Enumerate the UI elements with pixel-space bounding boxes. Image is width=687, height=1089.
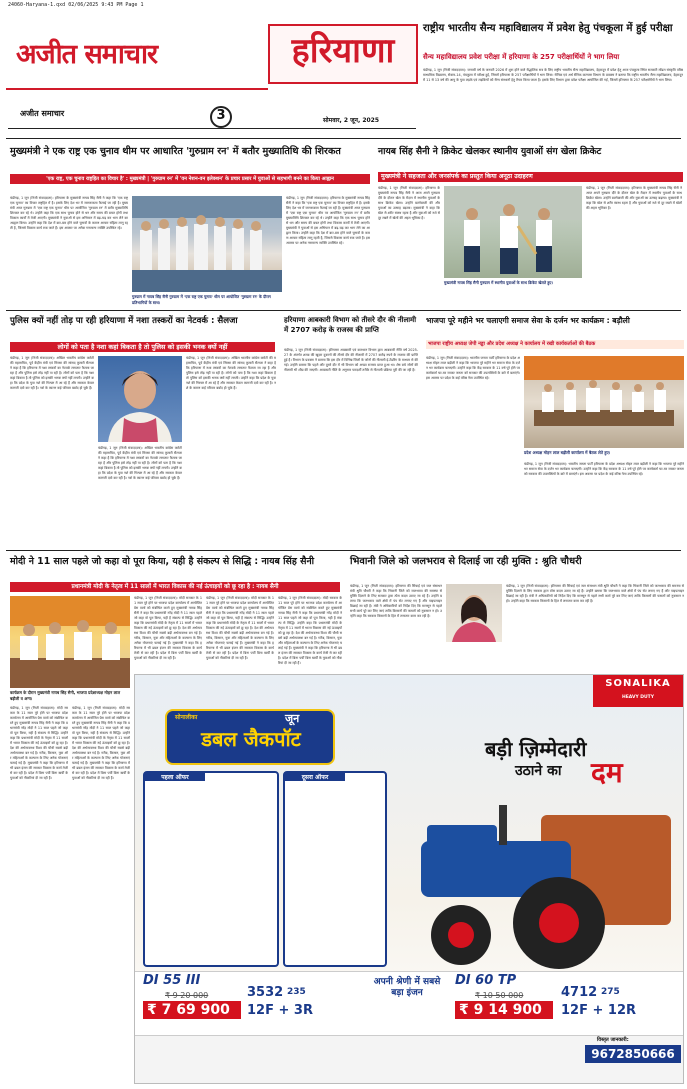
excise-headline: हरियाणा आबकारी विभाग को तीसरे दौर की नीलामी में 2707 करोड़ के राजस्व की प्राप्ति — [284, 316, 417, 334]
cricket-headline: नायब सिंह सैनी ने क्रिकेट खेलकर स्थानीय युवाओं संग खेला क्रिकेट — [378, 146, 602, 157]
cm-top-rule — [6, 138, 681, 139]
ad-model-1-cc: 3532 — [247, 985, 284, 1000]
cricket-body-right: चंडीगढ़, 1 जून (निजी संवाददाता): हरियाणा के मुख्यमंत्री नायब सिंह सैनी ने आज अपने गुरुग्राम दौरे के दौरान खेल के मैदान में स्थानीय युवाओं के साथ क्रिकेट खेला। उन्होंने बल्लेबाजी की और युवाओं का उत्साह बढ़ाया। मुख्यमंत्री ने कहा कि खेल से शरीर स्वस्थ रहता है और युवाओं को नशे से दूर रखने में खेलों की अहम भूमिका है। — [586, 186, 682, 210]
page-number: 3 — [216, 108, 226, 123]
masthead-left-tag: अजीत समाचार — [20, 109, 65, 118]
ad-model-2-gear: 12F + 12R — [561, 1003, 637, 1018]
cm-photo-art — [132, 196, 282, 292]
slug-line: 24060-Haryana-1.qxd 02/06/2025 9:43 PM Page 1 — [8, 2, 144, 8]
badoli-subheadline: भाजपा राष्ट्रीय अध्यक्ष जेपी नड्डा और प्रदेश अध्यक्ष ने कार्यालय में रखी कार्यकर्ताओं की बैठक — [426, 340, 684, 349]
ad-title-small: सोनालीका — [175, 714, 198, 721]
sonalika-ad[interactable] — [134, 674, 684, 1084]
selja-subheadline: लोगों को पता है नशा कहां बिकता है तो पुलिस को इसकी भनक क्यों नहीं — [10, 342, 275, 352]
ad-model-2-was: ₹ 10 50 000 — [475, 991, 524, 1000]
badoli-body-left: चंडीगढ़, 1 जून (निजी संवाददाता): भारतीय जनता पार्टी हरियाणा के प्रदेश अध्यक्ष मोहन लाल बड़ौली ने कहा कि भाजपा पूरे महीने भर समाज सेवा के दर्जन भर कार्यक्रम चलाएगी। उन्होंने कहा कि केंद्र सरकार के 11 वर्ष पूरे होने पर कार्यकर्ता घर-घर जाकर जनता को सरकार की उपलब्धियों के बारे में बताएंगे। इस अवसर पर प्रदेश के कई वरिष्ठ नेता उपस्थित रहे। — [426, 356, 520, 380]
bhiwani-headline: भिवानी जिले को जलभराव से दिलाई जा रही मुक्ति : श्रुति चौधरी — [350, 556, 582, 567]
badoli-photo-caption: प्रदेश अध्यक्ष मोहन लाल बड़ौली कार्यालय में बैठक लेते हुए। — [524, 450, 611, 455]
ad-contact-label: विस्तृत जानकारी: — [597, 1037, 629, 1043]
selja-body-mid: चंडीगढ़, 1 जून (निजी संवाददाता): अखिल भारतीय कांग्रेस कमेटी की महासचिव, पूर्व केंद्रीय मंत्री एवं सिरसा की सांसद कुमारी सैलजा ने कहा है कि हरियाणा में नशा तस्करों का नेटवर्क लगातार फैलता जा रहा है और पुलिस इसे तोड़ नहीं पा रही है। लोगों को पता है कि नशा कहां बिकता है तो पुलिस को इसकी भनक क्यों नहीं लगती। उन्होंने कहा कि प्रदेश के युवा नशे की गिरफ्त में आ रहे हैं और सरकार केवल कागजी दावे कर रही है। नशे के कारण कई परिवार बर्बाद हो चुके हैं। — [98, 446, 182, 480]
ad-tagline-1: बड़ी ज़िम्मेदारी — [485, 737, 587, 761]
row2-rule — [6, 310, 681, 311]
cm-photo — [132, 196, 282, 292]
selja-body-right: चंडीगढ़, 1 जून (निजी संवाददाता): अखिल भारतीय कांग्रेस कमेटी की महासचिव, पूर्व केंद्रीय मंत्री एवं सिरसा की सांसद कुमारी सैलजा ने कहा है कि हरियाणा में नशा तस्करों का नेटवर्क लगातार फैलता जा रहा है और पुलिस इसे तोड़ नहीं पा रही है। लोगों को पता है कि नशा कहां बिकता है तो पुलिस को इसकी भनक क्यों नहीं लगती। उन्होंने कहा कि प्रदेश के युवा नशे की गिरफ्त में आ रहे हैं और सरकार केवल कागजी दावे कर रही है। नशे के कारण कई परिवार बर्बाद हो चुके हैं। — [186, 356, 276, 390]
cm-headline: मुख्यमंत्री ने एक राष्ट्र एक चुनाव थीम पर आधारित 'गुरुग्राम रन' में बतौर मुख्यातिथि की शिरकत — [10, 146, 341, 157]
badoli-body-right: चंडीगढ़, 1 जून (निजी संवाददाता): भारतीय जनता पार्टी हरियाणा के प्रदेश अध्यक्ष मोहन लाल बड़ौली ने कहा कि भाजपा पूरे महीने भर समाज सेवा के दर्जन भर कार्यक्रम चलाएगी। उन्होंने कहा कि केंद्र सरकार के 11 वर्ष पूरे होने पर कार्यकर्ता घर-घर जाकर जनता को सरकार की उपलब्धियों के बारे में बताएंगे। इस अवसर पर प्रदेश के कई वरिष्ठ नेता उपस्थित रहे। — [524, 462, 684, 476]
ad-tagline-2: उठाने का — [515, 763, 562, 779]
row3-rule — [6, 550, 681, 551]
saini-body-3: चंडीगढ़, 1 जून (निजी संवाददाता): मोदी सरकार के 11 साल पूरे होने पर भाजपा प्रदेश कार्यालय में आयोजित प्रेस वार्ता को संबोधित करते हुए मुख्यमंत्री नायब सिंह सैनी ने कहा कि प्रधानमंत्री नरेंद्र मोदी ने 11 साल पहले जो कहा वो पूरा किया, यही है संकल्प से सिद्धि। उन्होंने कहा कि प्रधानमंत्री मोदी के नेतृत्व में 11 सालों में भारत विकास की नई ऊंचाइयों को छू रहा है। देश की अर्थव्यवस्था विश्व की चौथी सबसे बड़ी अर्थव्यवस्था बन गई है। गरीब, किसान, युवा और महिलाओं के कल्याण के लिए अनेक योजनाएं चलाई गई हैं। मुख्यमंत्री ने कहा कि हरियाणा में भी डबल इंजन की सरकार विकास के कार्य तेजी से कर रही है। प्रदेश में बिना पर्ची बिना खर्ची के युवाओं को नौकरियां दी जा रही हैं। — [134, 596, 202, 660]
ad-offer-1-box — [143, 771, 279, 967]
cm-body-right: चंडीगढ़, 1 जून (निजी संवाददाता): हरियाणा के मुख्यमंत्री नायब सिंह सैनी ने कहा कि 'एक राष्ट्र एक चुनाव' का विचार राष्ट्रहित में है। इसके लिए देश भर में जागरूकता फैलाई जा रही है। मुख्यमंत्री आज गुरुग्राम में 'एक राष्ट्र एक चुनाव' थीम पर आयोजित 'गुरुग्राम रन' में बतौर मुख्यातिथि शिरकत कर रहे थे। उन्होंने कहा कि एक साथ चुनाव होने से धन और समय की बचत होगी तथा विकास कार्यों में तेजी आएगी। मुख्यमंत्री ने युवाओं से इस अभियान में बढ़-चढ़ कर भाग लेने का आह्वान किया। उन्होंने कहा कि देश में बार-बार होने वाले चुनावों के कारण आचार संहिता लागू रहती है, जिससे विकास कार्य रुक जाते हैं। इस अवसर पर अनेक गणमान्य व्यक्ति उपस्थित रहे। — [286, 196, 370, 245]
masthead-rule — [8, 128, 416, 129]
selja-photo — [98, 356, 182, 442]
cm-body-left: चंडीगढ़, 1 जून (निजी संवाददाता): हरियाणा के मुख्यमंत्री नायब सिंह सैनी ने कहा कि 'एक राष्ट्र एक चुनाव' का विचार राष्ट्रहित में है। इसके लिए देश भर में जागरूकता फैलाई जा रही है। मुख्यमंत्री आज गुरुग्राम में 'एक राष्ट्र एक चुनाव' थीम पर आयोजित 'गुरुग्राम रन' में बतौर मुख्यातिथि शिरकत कर रहे थे। उन्होंने कहा कि एक साथ चुनाव होने से धन और समय की बचत होगी तथा विकास कार्यों में तेजी आएगी। मुख्यमंत्री ने युवाओं से इस अभियान में बढ़-चढ़ कर भाग लेने का आह्वान किया। उन्होंने कहा कि देश में बार-बार होने वाले चुनावों के कारण आचार संहिता लागू रहती है, जिससे विकास कार्य रुक जाते हैं। इस अवसर पर अनेक गणमान्य व्यक्ति उपस्थित रहे। — [10, 196, 128, 230]
saini-body-2: चंडीगढ़, 1 जून (निजी संवाददाता): मोदी सरकार के 11 साल पूरे होने पर भाजपा प्रदेश कार्यालय में आयोजित प्रेस वार्ता को संबोधित करते हुए मुख्यमंत्री नायब सिंह सैनी ने कहा कि प्रधानमंत्री नरेंद्र मोदी ने 11 साल पहले जो कहा वो पूरा किया, यही है संकल्प से सिद्धि। उन्होंने कहा कि प्रधानमंत्री मोदी के नेतृत्व में 11 सालों में भारत विकास की नई ऊंचाइयों को छू रहा है। देश की अर्थव्यवस्था विश्व की चौथी सबसे बड़ी अर्थव्यवस्था बन गई है। गरीब, किसान, युवा और महिलाओं के कल्याण के लिए अनेक योजनाएं चलाई गई हैं। मुख्यमंत्री ने कहा कि हरियाणा में भी डबल इंजन की सरकार विकास के कार्य तेजी से कर रही है। प्रदेश में बिना पर्ची बिना खर्ची के युवाओं को नौकरियां दी जा रही हैं। — [72, 706, 130, 780]
ad-contact[interactable]: 9672850666 — [585, 1045, 681, 1063]
badoli-photo-art — [524, 356, 684, 448]
masthead — [6, 22, 416, 118]
cricket-body-left: चंडीगढ़, 1 जून (निजी संवाददाता): हरियाणा के मुख्यमंत्री नायब सिंह सैनी ने आज अपने गुरुग्राम दौरे के दौरान खेल के मैदान में स्थानीय युवाओं के साथ क्रिकेट खेला। उन्होंने बल्लेबाजी की और युवाओं का उत्साह बढ़ाया। मुख्यमंत्री ने कहा कि खेल से शरीर स्वस्थ रहता है और युवाओं को नशे से दूर रखने में खेलों की अहम भूमिका है। — [378, 186, 440, 220]
ad-tagline-3: दम — [591, 756, 623, 789]
saini-photo — [10, 596, 130, 688]
selja-photo-art — [98, 356, 182, 442]
ad-model-1-nm: 235 — [287, 987, 306, 997]
ad-model-2-price: ₹ 9 14 900 — [455, 1001, 553, 1019]
cm-subheadline: 'एक राष्ट्र, एक चुनाव राष्ट्रहित का विचार है' : मुख्यमंत्री | 'गुरुग्राम रन' में 'वन नेशन-वन इलेक्शन' के प्रचार प्रसार में युवाओं से सहभागी बनने का किया आह्वान — [10, 174, 370, 184]
ad-brand: SONALIKA — [605, 678, 671, 689]
top-body: चंडीगढ़, 1 जून (निजी संवाददाता): जनवरी वर्ष के जनवरी 2026 में शुरू होने वाले सैद्धांतिक सत्र के लिए राष्ट्रीय भारतीय सैन्य महाविद्यालय, देहरादून में प्रवेश हेतु आज पंचकूला स्थित सरकारी मॉडल संस्कृति वरिष्ठ माध्यमिक विद्यालय, सेक्टर-14, पंचकूला में परीक्षा हुई, जिसमें हरियाणा के 257 परीक्षार्थियों ने भाग लिया। सैनिक एवं अर्ध सैनिक कल्याण विभाग के प्रवक्ता ने बताया कि राष्ट्रीय भारतीय सैन्य महाविद्यालय, देहरादून में 11 से 13 वर्ष की आयु के युवा लड़के एवं लड़कियों को सैन्य संस्थानों हेतु तैयार किया जाता है। इसके लिए विभाग द्वारा प्रवेश परीक्षा आयोजित की गई, जिसमें हरियाणा के 257 परीक्षार्थियों ने भाग लिया। — [423, 68, 683, 82]
ad-offer-2-label: दूसरा ऑफर — [285, 773, 345, 781]
ad-model-1: DI 55 III — [143, 973, 201, 988]
cricket-subheadline: मुख्यमंत्री ने सहजता और जनसंपर्क का प्रस्तुत किया अनूठा उदाहरण — [378, 172, 683, 182]
ad-brand-tag: HEAVY DUTY — [621, 695, 655, 700]
ad-model-2: DI 60 TP — [455, 973, 517, 988]
saini-headline: मोदी ने 11 साल पहले जो कहा वो पूरा किया, यही है संकल्प से सिद्धि : नायब सिंह सैनी — [10, 556, 315, 567]
ad-model-2-cc: 4712 — [561, 985, 598, 1000]
saini-body-1: चंडीगढ़, 1 जून (निजी संवाददाता): मोदी सरकार के 11 साल पूरे होने पर भाजपा प्रदेश कार्यालय में आयोजित प्रेस वार्ता को संबोधित करते हुए मुख्यमंत्री नायब सिंह सैनी ने कहा कि प्रधानमंत्री नरेंद्र मोदी ने 11 साल पहले जो कहा वो पूरा किया, यही है संकल्प से सिद्धि। उन्होंने कहा कि प्रधानमंत्री मोदी के नेतृत्व में 11 सालों में भारत विकास की नई ऊंचाइयों को छू रहा है। देश की अर्थव्यवस्था विश्व की चौथी सबसे बड़ी अर्थव्यवस्था बन गई है। गरीब, किसान, युवा और महिलाओं के कल्याण के लिए अनेक योजनाएं चलाई गई हैं। मुख्यमंत्री ने कहा कि हरियाणा में भी डबल इंजन की सरकार विकास के कार्य तेजी से कर रही है। प्रदेश में बिना पर्ची बिना खर्ची के युवाओं को नौकरियां दी जा रही हैं। — [10, 706, 68, 780]
ad-model-1-gear: 12F + 3R — [247, 1003, 313, 1018]
top-subheadline: सैन्य महाविद्यालय प्रवेश परीक्षा में हरियाणा के 257 परीक्षार्थियों ने भाग लिया — [423, 53, 620, 61]
bhiwani-body-1: चंडीगढ़, 1 जून (निजी संवाददाता): हरियाणा की सिंचाई एवं जल संसाधन मंत्री श्रुति चौधरी ने कहा कि भिवानी जिले को जलभराव की समस्या से मुक्ति दिलाने के लिए सरकार द्वारा ठोस कदम उठाए जा रहे हैं। उन्होंने बताया कि जलभराव वाले क्षेत्रों में पंप सेट लगाए गए हैं और पाइपलाइन बिछाई जा रही है। मंत्री ने अधिकारियों को निर्देश दिए कि मानसून से पहले सभी कार्य पूरे कर लिए जाएं ताकि किसानों की फसलों को नुकसान न हो। उन्होंने कहा कि सरकार किसानों के हित में लगातार काम कर रही है। — [350, 584, 442, 618]
ad-title-month: जून — [285, 712, 300, 725]
selja-body-left: चंडीगढ़, 1 जून (निजी संवाददाता): अखिल भारतीय कांग्रेस कमेटी की महासचिव, पूर्व केंद्रीय मंत्री एवं सिरसा की सांसद कुमारी सैलजा ने कहा है कि हरियाणा में नशा तस्करों का नेटवर्क लगातार फैलता जा रहा है और पुलिस इसे तोड़ नहीं पा रही है। लोगों को पता है कि नशा कहां बिकता है तो पुलिस को इसकी भनक क्यों नहीं लगती। उन्होंने कहा कि प्रदेश के युवा नशे की गिरफ्त में आ रहे हैं और सरकार केवल कागजी दावे कर रही है। नशे के कारण कई परिवार बर्बाद हो चुके हैं। — [10, 356, 94, 390]
masthead-name: अजीत समाचार — [16, 39, 158, 70]
ad-title: डबल जैकपॉट — [201, 727, 301, 751]
cricket-photo — [444, 186, 582, 278]
badoli-headline: भाजपा पूरे महीने भर चलाएगी समाज सेवा के दर्जन भर कार्यक्रम : बड़ौली — [426, 316, 630, 325]
ad-model-1-was: ₹ 9 20 000 — [165, 991, 209, 1000]
cm-photo-caption: गुरुग्राम में नायब सिंह सैनी गुरुग्राम में 'एक राष्ट्र एक चुनाव' थीम पर आयोजित 'गुरुग्राम रन' के दौरान प्रतिभागियों के साथ। — [132, 294, 271, 305]
saini-body-4: चंडीगढ़, 1 जून (निजी संवाददाता): मोदी सरकार के 11 साल पूरे होने पर भाजपा प्रदेश कार्यालय में आयोजित प्रेस वार्ता को संबोधित करते हुए मुख्यमंत्री नायब सिंह सैनी ने कहा कि प्रधानमंत्री नरेंद्र मोदी ने 11 साल पहले जो कहा वो पूरा किया, यही है संकल्प से सिद्धि। उन्होंने कहा कि प्रधानमंत्री मोदी के नेतृत्व में 11 सालों में भारत विकास की नई ऊंचाइयों को छू रहा है। देश की अर्थव्यवस्था विश्व की चौथी सबसे बड़ी अर्थव्यवस्था बन गई है। गरीब, किसान, युवा और महिलाओं के कल्याण के लिए अनेक योजनाएं चलाई गई हैं। मुख्यमंत्री ने कहा कि हरियाणा में भी डबल इंजन की सरकार विकास के कार्य तेजी से कर रही है। प्रदेश में बिना पर्ची बिना खर्ची के युवाओं को नौकरियां दी जा रही हैं। — [206, 596, 274, 660]
ad-model-2-nm: 275 — [601, 987, 620, 997]
masthead-date: सोमवार, 2 जून, 2025 — [323, 117, 380, 124]
ad-model-1-price: ₹ 7 69 900 — [143, 1001, 241, 1019]
bhiwani-photo-art — [446, 584, 502, 642]
masthead-underline — [6, 88, 268, 90]
badoli-photo — [524, 356, 684, 448]
masthead-edition: हरियाणा — [291, 31, 395, 71]
saini-body-5: चंडीगढ़, 1 जून (निजी संवाददाता): मोदी सरकार के 11 साल पूरे होने पर भाजपा प्रदेश कार्यालय में आयोजित प्रेस वार्ता को संबोधित करते हुए मुख्यमंत्री नायब सिंह सैनी ने कहा कि प्रधानमंत्री नरेंद्र मोदी ने 11 साल पहले जो कहा वो पूरा किया, यही है संकल्प से सिद्धि। उन्होंने कहा कि प्रधानमंत्री मोदी के नेतृत्व में 11 सालों में भारत विकास की नई ऊंचाइयों को छू रहा है। देश की अर्थव्यवस्था विश्व की चौथी सबसे बड़ी अर्थव्यवस्था बन गई है। गरीब, किसान, युवा और महिलाओं के कल्याण के लिए अनेक योजनाएं चलाई गई हैं। मुख्यमंत्री ने कहा कि हरियाणा में भी डबल इंजन की सरकार विकास के कार्य तेजी से कर रही है। प्रदेश में बिना पर्ची बिना खर्ची के युवाओं को नौकरियां दी जा रही हैं। — [278, 596, 342, 665]
top-headline: राष्ट्रीय भारतीय सैन्य महाविद्यालय में प्रवेश हेतु पंचकूला में हुई परीक्षा — [423, 23, 673, 34]
ad-offer-2-box — [283, 771, 387, 967]
cricket-photo-art — [444, 186, 582, 278]
saini-photo-caption: कार्यक्रम के दौरान मुख्यमंत्री नायब सिंह सैनी, भाजपा प्रदेशाध्यक्ष मोहन लाल बड़ौली व अन्य। — [10, 690, 121, 701]
saini-subheadline: प्रधानमंत्री मोदी के नेतृत्व में 11 सालों में भारत विकास की नई ऊंचाइयों को छू रहा है : नायब सैनी — [10, 582, 340, 592]
ad-offer-1-label: पहला ऑफर — [145, 773, 205, 781]
ad-mid-text: अपनी श्रेणी में सबसे बड़ा इंजन — [373, 977, 441, 998]
ad-tractor — [391, 785, 681, 985]
bhiwani-photo — [446, 584, 502, 642]
cricket-photo-caption: मुख्यमंत्री नायब सिंह सैनी गुरुग्राम में स्थानीय युवाओं के साथ क्रिकेट खेलते हुए। — [444, 280, 553, 285]
saini-photo-art — [10, 596, 130, 688]
selja-headline: पुलिस क्यों नहीं तोड़ पा रही हरियाणा में नशा तस्करों का नेटवर्क : सैलजा — [10, 316, 238, 326]
bhiwani-body-2: चंडीगढ़, 1 जून (निजी संवाददाता): हरियाणा की सिंचाई एवं जल संसाधन मंत्री श्रुति चौधरी ने कहा कि भिवानी जिले को जलभराव की समस्या से मुक्ति दिलाने के लिए सरकार द्वारा ठोस कदम उठाए जा रहे हैं। उन्होंने बताया कि जलभराव वाले क्षेत्रों में पंप सेट लगाए गए हैं और पाइपलाइन बिछाई जा रही है। मंत्री ने अधिकारियों को निर्देश दिए कि मानसून से पहले सभी कार्य पूरे कर लिए जाएं ताकि किसानों की फसलों को नुकसान न हो। उन्होंने कहा कि सरकार किसानों के हित में लगातार काम कर रही है। — [506, 584, 684, 603]
excise-body: चंडीगढ़, 1 जून (निजी संवाददाता): हरियाणा आबकारी एवं कराधान विभाग द्वारा आबकारी नीति वर्ष 2025-27 के अंतर्गत शराब की खुदरा दुकानों की तीसरे दौर की नीलामी में 2707 करोड़ रुपये के राजस्व की प्राप्ति हुई है। विभाग के प्रवक्ता ने बताया कि इस दौर में विभिन्न जिलों के जोनों की नीलामी ई-टेंडरिंग के माध्यम से की गई। उन्होंने बताया कि पहले और दूसरे दौर में भी विभाग को अच्छा राजस्व प्राप्त हुआ था। शेष बचे जोनों की नीलामी भी शीघ्र की जाएगी। आबकारी नीति के अनुसार पारदर्शी तरीके से नीलामी प्रक्रिया पूरी की जा रही है। — [284, 348, 418, 372]
